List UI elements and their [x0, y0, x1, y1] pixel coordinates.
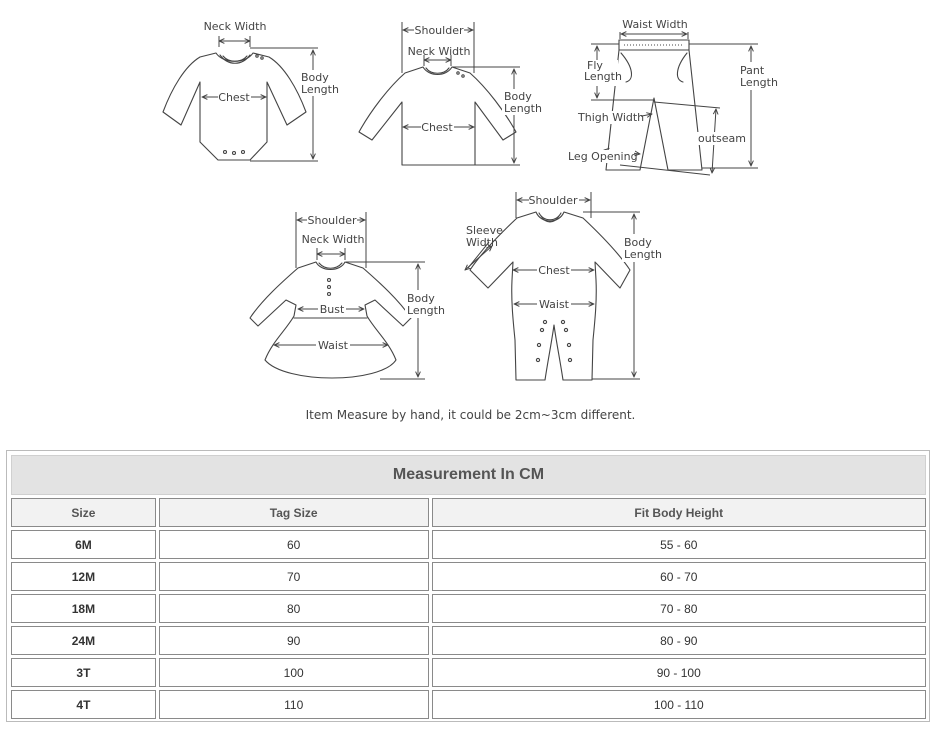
- label-chest: Chest: [538, 264, 570, 277]
- label-waist: Waist: [317, 339, 349, 352]
- cell-tag-size: 80: [159, 594, 429, 623]
- size-chart: [6, 450, 930, 722]
- table-title: Measurement In CM: [11, 455, 926, 495]
- bodysuit-outline: [163, 53, 306, 160]
- dress-diagram: [250, 212, 445, 379]
- label-sleeve-width-1: Sleeve: [466, 224, 503, 237]
- header-fit-body-height: Fit Body Height: [432, 498, 926, 527]
- label-waist-width: Waist Width: [622, 18, 688, 31]
- cell-tag-size: 90: [159, 626, 429, 655]
- table-row: [11, 562, 926, 591]
- cell-fit-body-height: 80 - 90: [432, 626, 926, 655]
- table-row: [11, 690, 926, 719]
- label-neck-width: Neck Width: [301, 233, 365, 246]
- label-waist: Waist: [538, 298, 570, 311]
- cell-fit-body-height: 100 - 110: [432, 690, 926, 719]
- cell-size: 12M: [11, 562, 156, 591]
- cell-fit-body-height: 90 - 100: [432, 658, 926, 687]
- label-body-length-2: Length: [407, 304, 445, 317]
- cell-tag-size: 100: [159, 658, 429, 687]
- cell-size: 3T: [11, 658, 156, 687]
- label-sleeve-width-2: Width: [466, 236, 498, 249]
- cell-size: 24M: [11, 626, 156, 655]
- romper-diagram: [465, 192, 662, 380]
- label-outseam: outseam: [698, 132, 746, 145]
- label-fly-length-2: Length: [584, 70, 622, 83]
- top-diagram: [359, 22, 542, 165]
- label-chest: Chest: [421, 121, 453, 134]
- label-leg-opening: Leg Opening: [568, 150, 638, 163]
- label-pant-length-2: Length: [740, 76, 778, 89]
- table-row: [11, 530, 926, 559]
- table-row: [11, 626, 926, 655]
- label-shoulder: Shoulder: [414, 24, 464, 37]
- label-shoulder: Shoulder: [528, 194, 578, 207]
- label-fly-length-1: Fly: [587, 59, 603, 72]
- table-row: [11, 658, 926, 687]
- pants-diagram: [566, 18, 778, 175]
- label-shoulder: Shoulder: [307, 214, 357, 227]
- header-size: Size: [11, 498, 156, 527]
- size-table: [8, 452, 929, 722]
- cell-fit-body-height: 55 - 60: [432, 530, 926, 559]
- label-bust: Bust: [319, 303, 345, 316]
- label-body-length-1: Body: [504, 90, 532, 103]
- label-chest: Chest: [218, 91, 250, 104]
- bodysuit-diagram: [163, 20, 340, 161]
- cell-size: 18M: [11, 594, 156, 623]
- label-body-length-2: Length: [504, 102, 542, 115]
- cell-tag-size: 110: [159, 690, 429, 719]
- label-neck-width: Neck Width: [407, 45, 471, 58]
- cell-size: 6M: [11, 530, 156, 559]
- label-thigh-width: Thigh Width: [578, 111, 645, 124]
- label-neck-width: Neck Width: [203, 20, 267, 33]
- cell-tag-size: 60: [159, 530, 429, 559]
- cell-size: 4T: [11, 690, 156, 719]
- label-body-length-1: Body: [624, 236, 652, 249]
- measurement-note: Item Measure by hand, it could be 2cm~3cm different.: [305, 408, 636, 422]
- label-body-length-2: Length: [624, 248, 662, 261]
- table-row: [11, 594, 926, 623]
- cell-tag-size: 70: [159, 562, 429, 591]
- top-outline: [359, 67, 516, 165]
- cell-fit-body-height: 60 - 70: [432, 562, 926, 591]
- cell-fit-body-height: 70 - 80: [432, 594, 926, 623]
- header-row: [11, 498, 926, 527]
- label-body-length-1: Body: [407, 292, 435, 305]
- header-tag-size: Tag Size: [159, 498, 429, 527]
- label-pant-length-1: Pant: [740, 64, 765, 77]
- label-body-length-2: Length: [301, 83, 339, 96]
- label-body-length-1: Body: [301, 71, 329, 84]
